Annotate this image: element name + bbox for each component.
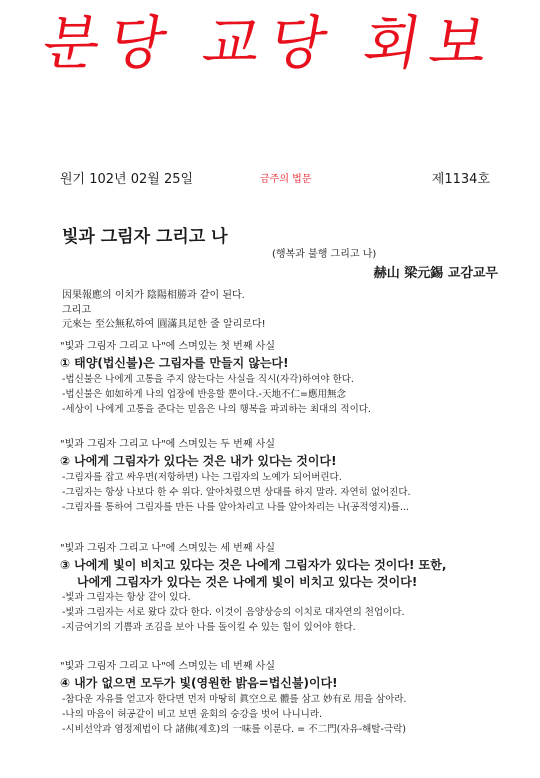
section-body — [60, 470, 530, 515]
article-author: 赫山 梁元錫 교감교무 — [373, 266, 498, 281]
section-line: -그림자를 통하여 그림자를 만든 나를 알아차리고 나를 알아차리는 나(공적영지)를... — [62, 502, 409, 513]
section-line: -그림자는 항상 나보다 한 수 위다. 알아차렸으면 상대를 하지 말라. 자연히 없어진다. — [62, 487, 411, 498]
section-number: ② — [60, 454, 71, 468]
section-heading — [60, 556, 530, 574]
section-line: -그림자를 잡고 싸우면(저항하면) 나는 그림자의 노예가 되어버린다. — [62, 472, 342, 483]
section-number: ① — [60, 356, 71, 370]
newsletter-masthead: 분당 교당 회보 — [37, 9, 503, 77]
section-heading — [60, 674, 530, 692]
issue-date: 원기 102년 02월 25일 — [60, 172, 194, 187]
section-label: "빛과 그림자 그리고 나"에 스며있는 첫 번째 사실 — [60, 341, 275, 352]
section-line: -지금여기의 기쁨과 조김을 보아 나를 돌이킬 수 있는 힘이 있어야 한다. — [62, 622, 356, 633]
sermon-tag: 금주의 법문 — [260, 174, 312, 185]
section-line: -빛과 그림자는 항상 같이 있다. — [62, 592, 191, 603]
section-line: -나의 마음이 허공같이 비고 보면 윤회의 숭강을 벗어 나니니라. — [62, 709, 323, 720]
intro-line: 因果報應의 이치가 陰陽相勝과 같이 된다. — [62, 290, 245, 301]
section-line: -참다운 자유를 얻고자 한다면 먼저 마땅히 眞空으로 體를 삼고 妙有로 用을 삼아라. — [62, 694, 407, 705]
section-3 — [60, 543, 530, 635]
section-line: -시비선악과 염정제법이 다 諸佛(제호)의 一味를 이룬다. = 不二門(자유-해탈-극락) — [62, 724, 406, 735]
section-heading — [60, 354, 530, 372]
section-body — [60, 372, 530, 417]
section-2 — [60, 439, 530, 515]
issue-number: 제1134호 — [431, 172, 490, 187]
section-number: ③ — [60, 558, 71, 572]
section-heading-text: 나에게 빛이 비치고 있다는 것은 나에게 그림자가 있다는 것이다! 또한, — [74, 558, 447, 572]
section-label: "빛과 그림자 그리고 나"에 스며있는 세 번째 사실 — [60, 543, 275, 554]
section-heading-text: 내가 없으면 모두가 빛(영원한 밝음=법신불)이다! — [74, 676, 338, 690]
section-body — [60, 590, 530, 635]
section-heading-text: 태양(법신불)은 그림자를 만들지 않는다! — [74, 356, 289, 370]
section-4 — [60, 661, 530, 737]
section-number: ④ — [60, 676, 71, 690]
section-label: "빛과 그림자 그리고 나"에 스며있는 두 번째 사실 — [60, 439, 275, 450]
intro-line: 元來는 至公無私하여 圓滿具足한 줄 알리로다! — [62, 319, 266, 330]
section-line: -법신불은 나에게 고통을 주지 않는다는 사실을 직시(자각)하여야 한다. — [62, 374, 354, 385]
section-1 — [60, 341, 530, 417]
intro-paragraph — [62, 289, 266, 333]
section-heading-text: 나에게 그림자가 있다는 것은 내가 있다는 것이다! — [74, 454, 337, 468]
section-line: -법신불은 如如하게 나의 업장에 반응할 뿐이다.-天地不仁=應用無念 — [62, 389, 346, 400]
dateline — [60, 168, 490, 188]
section-heading — [60, 452, 530, 470]
section-label: "빛과 그림자 그리고 나"에 스며있는 네 번째 사실 — [60, 661, 275, 672]
section-body — [60, 692, 530, 737]
article-subtitle: (행복과 불행 그리고 나) — [272, 249, 377, 260]
intro-line: 그리고 — [62, 304, 91, 316]
section-line: -세상이 나에게 고통을 준다는 믿음은 나의 행복을 파괴하는 최대의 적이다. — [62, 404, 371, 415]
section-heading-continued: 나에게 그림자가 있다는 것은 나에게 빛이 비치고 있다는 것이다! — [77, 575, 418, 589]
section-line: -빛과 그림자는 서로 왔다 갔다 한다. 이것이 음양상승의 이치로 대자연의 천업이다. — [62, 607, 405, 618]
article-title: 빛과 그림자 그리고 나 — [62, 227, 228, 247]
